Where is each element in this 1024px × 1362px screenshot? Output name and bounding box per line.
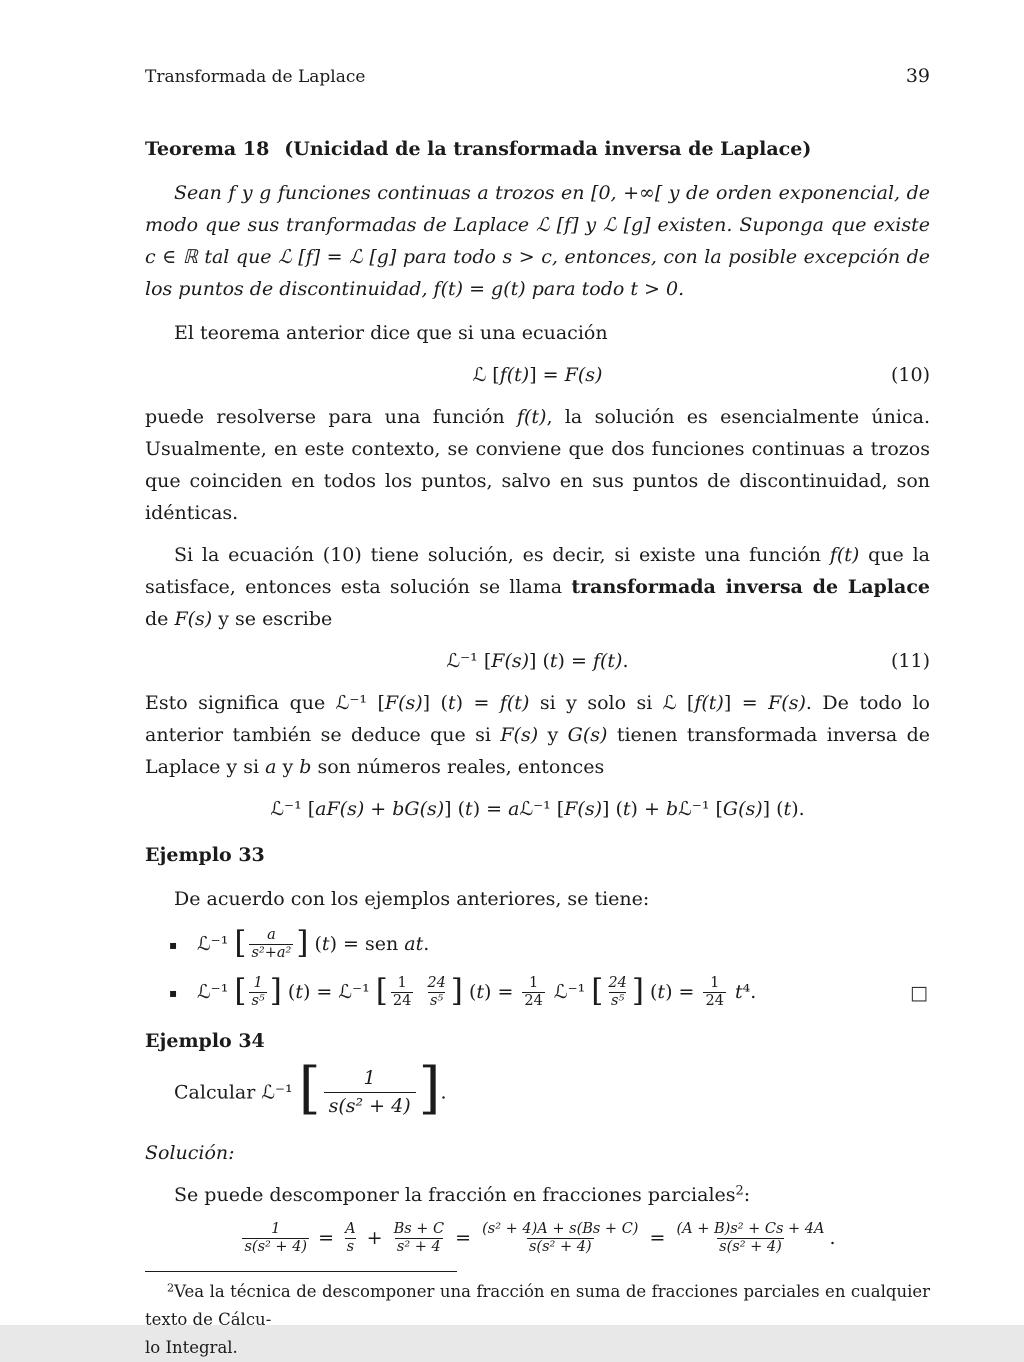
theorem-heading	[145, 133, 930, 165]
theorem-body: Sean f y g funciones continuas a trozos en [0, +∞[ y de orden exponencial, de modo que sus tranformadas de Laplace ℒ [f] y ℒ [g] existen. Suponga que existe c ∈ ℝ tal que ℒ [f] = ℒ [g] para todo s > c, entonces, con la posible excepción de los puntos de discontinuidad, f(t) = g(t) para todo t > 0.	[145, 182, 930, 300]
square-bullet-icon: ▪	[169, 937, 178, 952]
page-number: 39	[905, 65, 930, 87]
intro-paragraph: El teorema anterior dice que si una ecuación	[174, 322, 608, 344]
solution-label: Solución:	[145, 1142, 235, 1165]
example-33-item-1	[145, 924, 930, 963]
linearity-equation	[145, 793, 930, 825]
partial-fractions-equation-body: $\frac{1}{\text{s(s² + 4)}}$ = $\frac{A}{s}$ + $\frac{Bs + C}{\text{s² + 4}}$ = $\frac{\text{(s² + 4)A + s(Bs + C)}}{\text{s(s² + 4)}}$ = $\frac{\text{(A + B)s² + Cs + 4A}}{\text{s(s² + 4)}}$ .	[244, 1221, 836, 1256]
running-title: Transformada de Laplace	[145, 67, 366, 87]
uniqueness-paragraph: puede resolverse para una función f(t), la solución es esencialmente única. Usualmente, en este contexto, se conviene que dos funciones continuas a trozos que coinciden en todos los puntos, salvo en sus puntos de discontinuidad, son idénticas.	[145, 406, 930, 524]
example-34-heading: Ejemplo 34	[145, 1029, 265, 1052]
example-34-statement: Calcular ℒ⁻¹ [ $\frac{1}{\text{s(s² + 4)}}$ ].	[174, 1055, 447, 1121]
footnote-text: $^2$Vea la técnica de descomponer una fracción en suma de fracciones parciales en cualquier texto de Cálcu- lo Integral.	[145, 1281, 930, 1357]
equation-10-body: ℒ [f(t)] = F(s)	[472, 364, 603, 386]
square-bullet-icon: ▪	[169, 985, 178, 1000]
footnote-rule	[145, 1271, 457, 1272]
equation-11	[145, 645, 930, 677]
partial-fractions-equation	[145, 1221, 930, 1257]
linearity-equation-body: ℒ⁻¹ [aF(s) + bG(s)] (t) = aℒ⁻¹ [F(s)] (t) + bℒ⁻¹ [G(s)] (t).	[270, 798, 805, 820]
example-33-item-1-formula: ℒ⁻¹ [ $\frac{a}{\text{s²+a²}}$ ] (t) = sen at.	[197, 924, 430, 962]
equation-10-number: (10)	[890, 364, 930, 386]
equation-10	[145, 359, 930, 391]
footnote	[145, 1271, 930, 1362]
page-header	[145, 60, 930, 93]
example-33-lead: De acuerdo con los ejemplos anteriores, se tiene:	[174, 888, 650, 910]
equation-11-body: ℒ⁻¹ [F(s)] (t) = f(t).	[446, 650, 629, 672]
example-33-item-2-formula: ℒ⁻¹ [ $\frac{1}{\text{s⁵}}$ ] (t) = ℒ⁻¹ [ $\frac{1}{24}$ $\frac{24}{\text{s⁵}}$ ] (t) = $\frac{1}{24}$ ℒ⁻¹ [ $\frac{24}{\text{s⁵}}$ ] (t) = $\frac{1}{24}$ t⁴.	[197, 972, 757, 1010]
example-33-item-2	[145, 972, 930, 1011]
linearity-paragraph: Esto significa que ℒ⁻¹ [F(s)] (t) = f(t) si y solo si ℒ [f(t)] = F(s). De todo lo anterior también se deduce que si F(s) y G(s) tienen transformada inversa de Laplace y si a y b son números reales, entonces	[145, 692, 930, 778]
equation-11-number: (11)	[890, 650, 930, 672]
example-33-heading: Ejemplo 33	[145, 844, 265, 866]
inverse-definition-paragraph: Si la ecuación (10) tiene solución, es decir, si existe una función f(t) que la satisface, entonces esta solución se llama transformada inversa de Laplace de F(s) y se escribe	[145, 544, 930, 630]
theorem-label: Teorema 18	[145, 138, 270, 160]
partial-fractions-lead: Se puede descomponer la fracción en fracciones parciales$^2$:	[174, 1183, 751, 1207]
theorem-title: (Unicidad de la transformada inversa de Laplace)	[284, 138, 812, 160]
qed-square-icon: □	[910, 981, 928, 1004]
